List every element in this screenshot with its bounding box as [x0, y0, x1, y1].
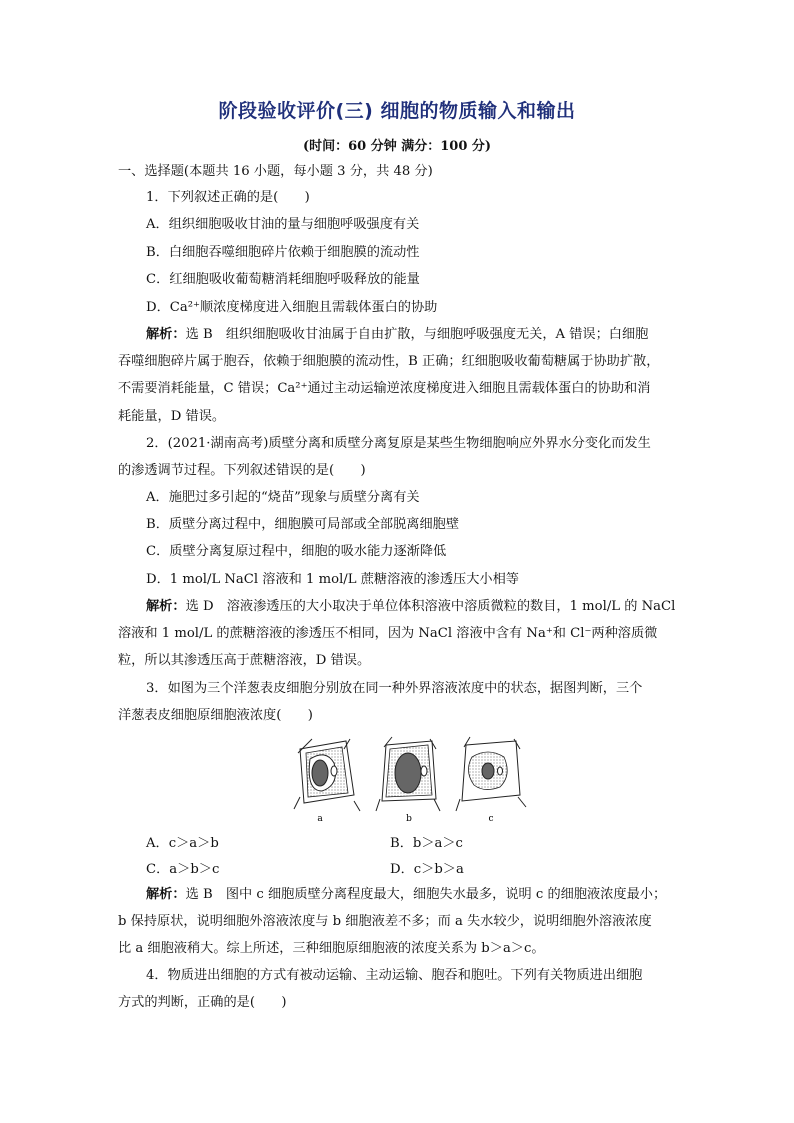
- q2-stem-line-2: 的渗透调节过程。下列叙述错误的是( ): [118, 463, 366, 478]
- q2-answer-text: 选 D 溶液渗透压的大小取决于单位体积溶液中溶质微粒的数目，1 mol/L 的 NaCl: [185, 599, 676, 614]
- figure-label-a: a: [317, 814, 323, 824]
- q1-answer-text: 选 B 组织细胞吸收甘油属于自由扩散，与细胞呼吸强度无关，A 错误；白细胞: [185, 327, 649, 342]
- q2-option-d: D．1 mol/L NaCl 溶液和 1 mol/L 蔗糖溶液的渗透压大小相等: [146, 572, 519, 587]
- q3-option-b: B．b＞a＞c: [390, 836, 463, 851]
- exam-info: (时间：60 分钟 满分：100 分): [302, 139, 492, 154]
- answer-label: 解析：: [146, 599, 186, 614]
- q3-stem-line-1: 3．如图为三个洋葱表皮细胞分别放在同一种外界溶液浓度中的状态，据图判断，三个: [146, 681, 643, 696]
- q3-option-c: C．a＞b＞c: [146, 862, 220, 877]
- q1-option-d: D．Ca²⁺顺浓度梯度进入细胞且需载体蛋白的协助: [146, 300, 438, 315]
- figure-label-b: b: [406, 814, 412, 824]
- cell-b-diagram: [376, 737, 440, 811]
- q4-stem-line-1: 4．物质进出细胞的方式有被动运输、主动运输、胞吞和胞吐。下列有关物质进出细胞: [146, 968, 643, 983]
- onion-cell-figure: [292, 735, 532, 825]
- q2-answer-line-2: 溶液和 1 mol/L 的蔗糖溶液的渗透压不相同，因为 NaCl 溶液中含有 Na⁺和 Cl⁻两种溶质微: [118, 626, 658, 641]
- q1-answer-line-4: 耗能量，D 错误。: [118, 409, 226, 424]
- q2-option-a: A．施肥过多引起的“烧苗”现象与质壁分离有关: [146, 490, 420, 505]
- q2-answer-line-1: [146, 598, 706, 615]
- cell-a-diagram: [294, 739, 360, 811]
- page-title: 阶段验收评价(三) 细胞的物质输入和输出: [218, 100, 576, 122]
- section-heading: 一、选择题(本题共 16 小题，每小题 3 分，共 48 分): [118, 164, 433, 179]
- figure-label-c: c: [488, 814, 494, 824]
- q2-option-b: B．质壁分离过程中，细胞膜可局部或全部脱离细胞壁: [146, 517, 460, 532]
- q2-answer-line-3: 粒，所以其渗透压高于蔗糖溶液，D 错误。: [118, 653, 371, 668]
- q3-option-a: A．c＞a＞b: [146, 836, 219, 851]
- q1-answer-line-1: [146, 326, 706, 343]
- q3-answer-text: 选 B 图中 c 细胞质壁分离程度最大，细胞失水最多，说明 c 的细胞液浓度最小；: [185, 887, 667, 902]
- cell-c-diagram: [456, 737, 526, 811]
- answer-label: 解析：: [146, 887, 186, 902]
- q4-stem-line-2: 方式的判断，正确的是( ): [118, 995, 287, 1010]
- q3-option-d: D．c＞b＞a: [390, 862, 464, 877]
- q2-stem-line-1: 2．(2021·湖南高考)质壁分离和质壁分离复原是某些生物细胞响应外界水分变化而发生: [146, 436, 651, 451]
- q1-answer-line-3: 不需要消耗能量，C 错误；Ca²⁺通过主动运输逆浓度梯度进入细胞且需载体蛋白的协助和消: [118, 381, 651, 396]
- q3-answer-line-1: [146, 886, 706, 903]
- q1-option-a: A．组织细胞吸收甘油的量与细胞呼吸强度有关: [146, 217, 420, 232]
- q1-option-b: B．白细胞吞噬细胞碎片依赖于细胞膜的流动性: [146, 245, 420, 260]
- q2-option-c: C．质壁分离复原过程中，细胞的吸水能力逐渐降低: [146, 544, 447, 559]
- q3-stem-line-2: 洋葱表皮细胞原细胞液浓度( ): [118, 708, 313, 723]
- q1-answer-line-2: 吞噬细胞碎片属于胞吞，依赖于细胞膜的流动性，B 正确；红细胞吸收葡萄糖属于协助扩散，: [118, 354, 660, 369]
- q3-answer-line-3: 比 a 细胞液稍大。综上所述，三种细胞原细胞液的浓度关系为 b＞a＞c。: [118, 941, 545, 956]
- answer-label: 解析：: [146, 327, 186, 342]
- q3-answer-line-2: b 保持原状，说明细胞外溶液浓度与 b 细胞液差不多；而 a 失水较少，说明细胞外溶液浓度: [118, 914, 652, 929]
- q1-stem: 1．下列叙述正确的是( ): [146, 190, 310, 205]
- q1-option-c: C．红细胞吸收葡萄糖消耗细胞呼吸释放的能量: [146, 272, 420, 287]
